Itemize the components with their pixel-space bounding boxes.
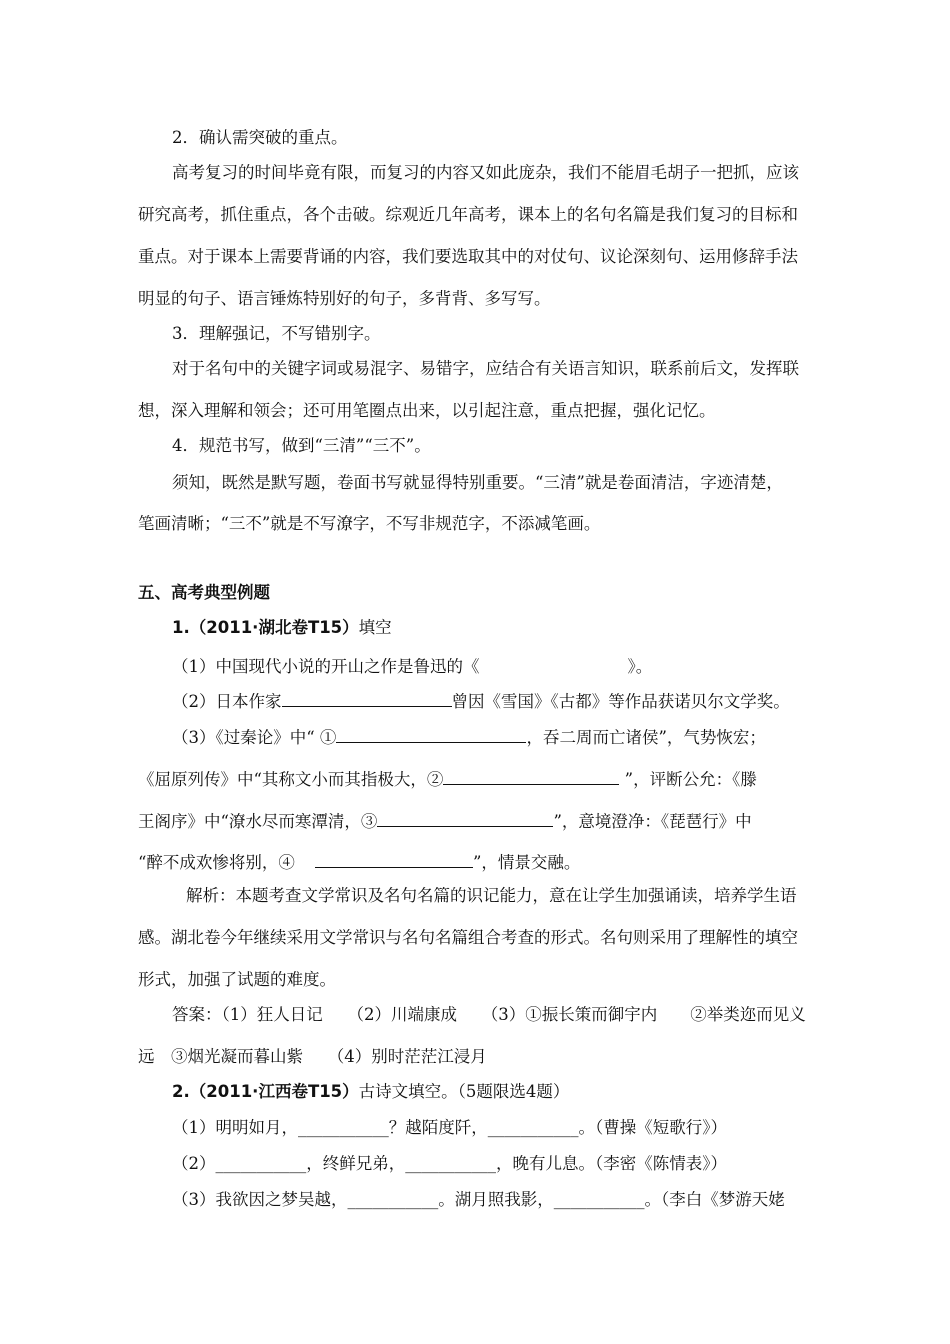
paragraph-line: 对于名句中的关键字词或易混字、易错字，应结合有关语言知识，联系前后文，发挥联 (172, 359, 799, 378)
question-1-3-cont: 《屈原列传》中“其称文小而其指极大，② ”，评断公允：《滕 (138, 770, 757, 789)
question-2-3: （3）我欲因之梦吴越，___________。湖月照我影，___________。（李白《梦游天姥 (172, 1190, 785, 1209)
section-5-heading: 五、高考典型例题 (138, 583, 270, 602)
point-3-heading: 3．理解强记，不写错别字。 (172, 324, 381, 343)
analysis-line: 形式，加强了试题的难度。 (138, 970, 336, 989)
point-2-heading: 2．确认需突破的重点。 (172, 128, 348, 147)
question-2-2: （2）___________，终鲜兄弟，___________，晚有儿息。（李密《陈情表》） (172, 1154, 727, 1173)
blank-line (315, 851, 473, 868)
question-1-1: （1）中国现代小说的开山之作是鲁迅的《 》。 (172, 657, 653, 676)
analysis-line: 感。湖北卷今年继续采用文学常识与名句名篇组合考查的形式。名句则采用了理解性的填空 (138, 928, 798, 947)
question-1-3: （3）《过秦论》中“ ① ，吞二周而亡诸侯”，气势恢宏； (172, 728, 766, 747)
paragraph-line: 明显的句子、语言锤炼特别好的句子，多背背、多写写。 (138, 289, 551, 308)
blank-line (282, 690, 452, 707)
paragraph-line: 研究高考，抓住重点，各个击破。综观近几年高考，课本上的名句名篇是我们复习的目标和 (138, 205, 798, 224)
answer-line: 答案：（1）狂人日记 （2）川端康成 （3）①振长策而御宇内 ②举类迩而见义 (172, 1005, 806, 1024)
blank-line (336, 726, 526, 743)
blank-line (377, 810, 553, 827)
question-2-1: （1）明明如月，___________？越陌度阡，___________。（曹操《短歌行》） (172, 1118, 727, 1137)
point-4-heading: 4．规范书写，做到“三清”“三不”。 (172, 436, 431, 455)
paragraph-line: 想，深入理解和领会；还可用笔圈点出来，以引起注意，重点把握，强化记忆。 (138, 401, 716, 420)
question-1-3-cont: “醉不成欢惨将别，④ ”，情景交融。 (138, 853, 581, 872)
paragraph-line: 须知，既然是默写题，卷面书写就显得特别重要。“三清”就是卷面清洁，字迹清楚， (172, 473, 783, 492)
example-1-title: 1.（2011·湖北卷T15）填空 (172, 618, 392, 637)
example-2-title: 2.（2011·江西卷T15）古诗文填空。（5题限选4题） (172, 1082, 570, 1101)
question-1-2: （2）日本作家 曾因《雪国》《古都》等作品获诺贝尔文学奖。 (172, 692, 790, 711)
paragraph-line: 重点。对于课本上需要背诵的内容，我们要选取其中的对仗句、议论深刻句、运用修辞手法 (138, 247, 798, 266)
answer-line: 远 ③烟光凝而暮山紫 （4）别时茫茫江浸月 (138, 1047, 487, 1066)
paragraph-line: 笔画清晰；“三不”就是不写潦字，不写非规范字，不添减笔画。 (138, 514, 601, 533)
paragraph-line: 高考复习的时间毕竟有限，而复习的内容又如此庞杂，我们不能眉毛胡子一把抓，应该 (172, 163, 799, 182)
blank-line (443, 768, 619, 785)
question-1-3-cont: 王阁序》中“潦水尽而寒潭清，③ ”，意境澄净：《琵琶行》中 (138, 812, 752, 831)
analysis-line: 解析：本题考查文学常识及名句名篇的识记能力，意在让学生加强诵读，培养学生语 (186, 886, 797, 905)
